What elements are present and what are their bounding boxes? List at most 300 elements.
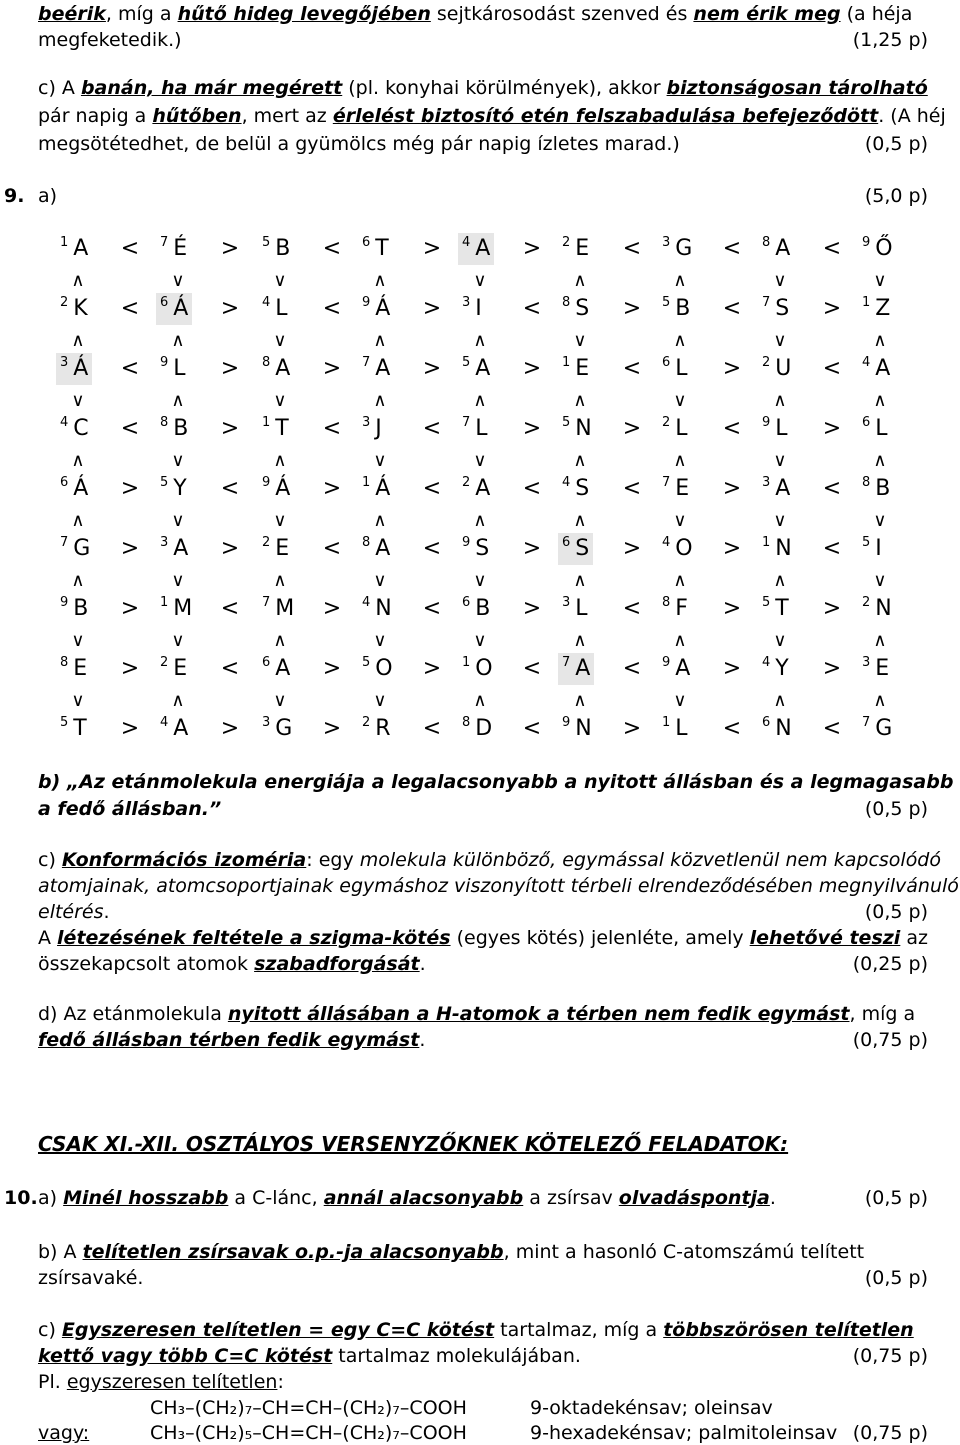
- cell-index: 3: [762, 475, 771, 490]
- comparison-sign: >: [120, 596, 140, 621]
- text-run: b) A: [38, 1241, 83, 1263]
- cell-index: 4: [762, 655, 771, 670]
- grid-cell: [262, 533, 289, 565]
- comparison-sign: >: [322, 356, 342, 381]
- cell-index: 8: [462, 715, 471, 730]
- comparison-sign: <: [522, 296, 542, 321]
- grid-cell: [458, 233, 494, 265]
- down-arrow-icon: ∨: [171, 270, 185, 291]
- up-arrow-icon: ∧: [673, 330, 687, 351]
- grid-cell: [160, 473, 187, 505]
- comparison-sign: >: [422, 236, 442, 261]
- text-run: , míg a: [105, 3, 178, 25]
- cell-index: 7: [762, 295, 771, 310]
- comparison-sign: >: [822, 416, 842, 441]
- text-run: .: [769, 1187, 776, 1209]
- up-arrow-icon: ∧: [773, 690, 787, 711]
- cell-index: 1: [462, 655, 471, 670]
- text-run: telítetlen zsírsavak o.p.-ja alacsonyabb: [82, 1241, 504, 1263]
- cell-index: 2: [462, 475, 471, 490]
- grid-cell: [862, 293, 890, 325]
- grid-cell: [160, 713, 188, 745]
- cell-letter: O: [475, 656, 493, 681]
- cell-index: 3: [262, 715, 271, 730]
- grid-cell: [160, 653, 187, 685]
- cell-index: 6: [562, 535, 571, 550]
- cell-letter: É: [173, 236, 188, 261]
- up-arrow-icon: ∧: [873, 450, 887, 471]
- grid-cell: [362, 713, 391, 745]
- cell-letter: C: [73, 416, 89, 441]
- grid-cell: [160, 353, 186, 385]
- grid-cell: [462, 533, 489, 565]
- cell-index: 1: [362, 475, 371, 490]
- text-run: banán, ha már megérett: [80, 77, 343, 99]
- grid-cell: [60, 533, 90, 565]
- cell-index: 5: [160, 475, 169, 490]
- comparison-sign: <: [120, 296, 140, 321]
- grid-cell: [862, 233, 893, 265]
- comparison-sign: <: [722, 236, 742, 261]
- grid-cell: [462, 713, 492, 745]
- q9-label: a): [38, 185, 58, 207]
- down-arrow-icon: ∨: [171, 510, 185, 531]
- comparison-sign: >: [722, 356, 742, 381]
- cell-index: 1: [662, 715, 671, 730]
- d-score: (0,75 p): [852, 1029, 928, 1051]
- down-arrow-icon: ∨: [873, 270, 887, 291]
- up-arrow-icon: ∧: [873, 690, 887, 711]
- up-arrow-icon: ∧: [171, 390, 185, 411]
- comparison-sign: <: [822, 356, 842, 381]
- text-run: molekula különböző, egymással közvetlenül nem kapcsolódó: [359, 849, 941, 871]
- cell-letter: A: [275, 356, 291, 381]
- up-arrow-icon: ∧: [171, 690, 185, 711]
- comparison-sign: >: [220, 416, 240, 441]
- c-def-score: (0,5 p): [864, 901, 928, 923]
- cell-letter: S: [575, 476, 590, 501]
- cell-index: 2: [762, 355, 771, 370]
- grid-cell: [160, 233, 187, 265]
- comparison-sign: >: [422, 356, 442, 381]
- comparison-sign: >: [622, 296, 642, 321]
- comparison-sign: >: [722, 536, 742, 561]
- comparison-sign: <: [322, 236, 342, 261]
- cell-letter: A: [173, 536, 189, 561]
- down-arrow-icon: ∨: [273, 690, 287, 711]
- c-def-line-5: [38, 952, 426, 976]
- up-arrow-icon: ∧: [673, 630, 687, 651]
- down-arrow-icon: ∨: [373, 630, 387, 651]
- text-run: , míg a: [849, 1003, 916, 1025]
- cell-index: 3: [462, 295, 471, 310]
- comparison-sign: <: [422, 596, 442, 621]
- text-run: hűtőben: [152, 105, 242, 127]
- cell-letter: I: [475, 296, 482, 321]
- cell-letter: L: [875, 416, 888, 441]
- comparison-sign: >: [422, 656, 442, 681]
- grid-cell: [462, 353, 490, 385]
- down-arrow-icon: ∨: [473, 630, 487, 651]
- text-run: (egyes kötés) jelenléte, amely: [450, 927, 750, 949]
- grid-cell: [762, 473, 790, 505]
- cell-index: 1: [60, 235, 69, 250]
- cell-index: 5: [362, 655, 371, 670]
- cell-index: 2: [662, 415, 671, 430]
- grid-cell: [362, 533, 390, 565]
- grid-cell: [762, 233, 790, 265]
- comparison-sign: <: [422, 416, 442, 441]
- up-arrow-icon: ∧: [71, 450, 85, 471]
- up-arrow-icon: ∧: [673, 450, 687, 471]
- cell-letter: Á: [73, 356, 89, 381]
- down-arrow-icon: ∨: [673, 510, 687, 531]
- comparison-sign: <: [322, 296, 342, 321]
- c-def-line-2: atomjainak, atomcsoportjainak egymáshoz viszonyított térbeli elrendeződésében megnyilvánuló: [38, 875, 959, 897]
- cell-index: 8: [662, 595, 671, 610]
- text-run: a): [38, 1187, 64, 1209]
- down-arrow-icon: ∨: [171, 450, 185, 471]
- cell-index: 3: [662, 235, 671, 250]
- alternative-label: vagy:: [38, 1422, 90, 1444]
- grid-cell: [60, 713, 87, 745]
- cell-index: 9: [762, 415, 771, 430]
- up-arrow-icon: ∧: [573, 270, 587, 291]
- comparison-sign: >: [522, 536, 542, 561]
- grid-cell: [762, 593, 789, 625]
- grid-cell: [160, 413, 188, 445]
- comparison-sign: <: [622, 356, 642, 381]
- grid-cell: [562, 413, 592, 445]
- comparison-sign: >: [722, 656, 742, 681]
- cell-index: 6: [762, 715, 771, 730]
- up-arrow-icon: ∧: [473, 390, 487, 411]
- cell-letter: Á: [375, 296, 391, 321]
- b-answer-line-2: a fedő állásban.”: [38, 798, 222, 820]
- cell-letter: Y: [173, 476, 187, 501]
- grid-cell: [462, 653, 493, 685]
- cell-index: 4: [462, 235, 471, 250]
- comparison-sign: >: [722, 596, 742, 621]
- grid-cell: [362, 293, 390, 325]
- formula-palmitoleic-score: (0,75 p): [852, 1422, 928, 1444]
- intro-score: (1,25 p): [852, 29, 928, 51]
- cell-index: 5: [762, 595, 771, 610]
- cell-letter: E: [575, 236, 590, 261]
- cell-index: 4: [160, 715, 169, 730]
- down-arrow-icon: ∨: [473, 450, 487, 471]
- cell-index: 7: [662, 475, 671, 490]
- cell-letter: U: [775, 356, 792, 381]
- text-run: Konformációs izoméria: [61, 849, 307, 871]
- cell-index: 3: [362, 415, 371, 430]
- comparison-sign: >: [220, 356, 240, 381]
- grid-cell: [762, 653, 789, 685]
- cell-index: 7: [60, 535, 69, 550]
- text-run: : egy: [306, 849, 360, 871]
- grid-cell: [362, 353, 390, 385]
- cell-index: 1: [262, 415, 271, 430]
- up-arrow-icon: ∧: [673, 570, 687, 591]
- up-arrow-icon: ∧: [573, 390, 587, 411]
- c-def-score-2: (0,25 p): [852, 953, 928, 975]
- cell-letter: A: [375, 536, 391, 561]
- cell-index: 7: [362, 355, 371, 370]
- up-arrow-icon: ∧: [71, 330, 85, 351]
- cell-index: 4: [862, 355, 871, 370]
- cell-index: 6: [462, 595, 471, 610]
- up-arrow-icon: ∧: [673, 270, 687, 291]
- up-arrow-icon: ∧: [273, 630, 287, 651]
- up-arrow-icon: ∧: [873, 630, 887, 651]
- cell-index: 8: [262, 355, 271, 370]
- grid-cell: [60, 593, 88, 625]
- comparison-sign: <: [120, 236, 140, 261]
- cell-letter: T: [775, 596, 789, 621]
- cell-index: 3: [160, 535, 169, 550]
- text-run: a C-lánc,: [228, 1187, 324, 1209]
- up-arrow-icon: ∧: [373, 390, 387, 411]
- up-arrow-icon: ∧: [873, 330, 887, 351]
- down-arrow-icon: ∨: [773, 450, 787, 471]
- down-arrow-icon: ∨: [273, 330, 287, 351]
- example-label: Pl. egyszeresen telítetlen:: [38, 1371, 284, 1393]
- up-arrow-icon: ∧: [473, 330, 487, 351]
- cell-index: 4: [60, 415, 69, 430]
- grid-cell: [562, 353, 589, 385]
- grid-cell: [662, 533, 693, 565]
- comparison-sign: >: [822, 656, 842, 681]
- up-arrow-icon: ∧: [473, 690, 487, 711]
- cell-index: 7: [562, 655, 571, 670]
- text-run: (pl. konyhai körülmények), akkor: [342, 77, 667, 99]
- grid-cell: [362, 653, 393, 685]
- cell-index: 8: [562, 295, 571, 310]
- cell-letter: B: [475, 596, 491, 621]
- d-line-2: [38, 1028, 425, 1052]
- cell-letter: N: [875, 596, 892, 621]
- up-arrow-icon: ∧: [71, 570, 85, 591]
- cell-letter: L: [575, 596, 588, 621]
- down-arrow-icon: ∨: [373, 690, 387, 711]
- comparison-sign: >: [822, 596, 842, 621]
- cell-index: 6: [262, 655, 271, 670]
- cell-index: 1: [562, 355, 571, 370]
- formula-oleic: CH₃–(CH₂)₇–CH=CH–(CH₂)₇–COOH: [150, 1397, 467, 1419]
- cell-index: 2: [562, 235, 571, 250]
- cell-index: 5: [462, 355, 471, 370]
- cell-index: 9: [662, 655, 671, 670]
- comparison-sign: <: [422, 536, 442, 561]
- cell-letter: E: [575, 356, 590, 381]
- up-arrow-icon: ∧: [573, 450, 587, 471]
- comparison-sign: <: [422, 476, 442, 501]
- cell-letter: Y: [775, 656, 789, 681]
- up-arrow-icon: ∧: [773, 570, 787, 591]
- grid-cell: [662, 593, 688, 625]
- comparison-sign: >: [220, 536, 240, 561]
- cell-index: 8: [60, 655, 69, 670]
- comparison-sign: >: [322, 656, 342, 681]
- grid-cell: [462, 593, 490, 625]
- down-arrow-icon: ∨: [273, 390, 287, 411]
- grid-cell: [662, 353, 688, 385]
- comparison-sign: <: [822, 536, 842, 561]
- down-arrow-icon: ∨: [573, 330, 587, 351]
- text-run: d) Az etánmolekula: [38, 1003, 228, 1025]
- text-run: a zsírsav: [523, 1187, 619, 1209]
- cell-letter: O: [375, 656, 393, 681]
- text-run: , mert az: [241, 105, 333, 127]
- cell-letter: B: [675, 296, 691, 321]
- comparison-sign: <: [622, 596, 642, 621]
- cell-letter: A: [475, 356, 491, 381]
- cell-letter: B: [275, 236, 291, 261]
- cell-letter: B: [173, 416, 189, 441]
- grid-cell: [262, 233, 290, 265]
- up-arrow-icon: ∧: [573, 630, 587, 651]
- cell-letter: N: [375, 596, 392, 621]
- cell-letter: B: [875, 476, 891, 501]
- text-run: fedő állásban térben fedik egymást: [38, 1029, 420, 1051]
- text-run: kettő vagy több C=C kötést: [38, 1345, 333, 1367]
- grid-cell: [562, 233, 589, 265]
- q10-number: 10.: [4, 1187, 38, 1209]
- cell-letter: N: [775, 536, 792, 561]
- grid-cell: [762, 293, 789, 325]
- grid-cell: [60, 293, 88, 325]
- grid-cell: [262, 293, 288, 325]
- comparison-sign: >: [422, 296, 442, 321]
- cell-letter: A: [173, 716, 189, 741]
- cell-index: 7: [160, 235, 169, 250]
- grid-cell: [562, 713, 592, 745]
- comparison-sign: >: [722, 476, 742, 501]
- cell-letter: E: [675, 476, 690, 501]
- comparison-sign: >: [822, 296, 842, 321]
- grid-cell: [362, 473, 390, 505]
- cell-index: 1: [862, 295, 871, 310]
- comparison-sign: <: [622, 656, 642, 681]
- down-arrow-icon: ∨: [473, 570, 487, 591]
- up-arrow-icon: ∧: [373, 510, 387, 531]
- down-arrow-icon: ∨: [273, 270, 287, 291]
- up-arrow-icon: ∧: [573, 510, 587, 531]
- formula-palmitoleic: CH₃–(CH₂)₅–CH=CH–(CH₂)₇–COOH: [150, 1422, 467, 1444]
- down-arrow-icon: ∨: [673, 690, 687, 711]
- cell-letter: N: [575, 416, 592, 441]
- cell-index: 6: [662, 355, 671, 370]
- cell-letter: L: [475, 416, 488, 441]
- c-line-3: megsötétedhet, de belül a gyümölcs még pár napig ízletes marad.): [38, 133, 680, 155]
- comparison-sign: <: [322, 536, 342, 561]
- cell-letter: A: [475, 476, 491, 501]
- comparison-sign: >: [120, 656, 140, 681]
- cell-letter: S: [575, 296, 590, 321]
- grid-cell: [262, 653, 290, 685]
- cell-letter: K: [73, 296, 88, 321]
- q10-a: [38, 1186, 776, 1210]
- q10-b-line-1: [38, 1240, 864, 1264]
- c-def-line-1: [38, 848, 941, 872]
- grid-cell: [56, 353, 92, 385]
- text-run: hűtő hideg levegőjében: [177, 3, 431, 25]
- grid-cell: [862, 353, 890, 385]
- grid-cell: [558, 533, 593, 565]
- comparison-sign: <: [322, 416, 342, 441]
- cell-letter: M: [275, 596, 295, 621]
- cell-index: 1: [762, 535, 771, 550]
- grid-cell: [558, 653, 594, 685]
- grid-cell: [262, 353, 290, 385]
- cell-index: 2: [862, 595, 871, 610]
- text-run: érlelést biztosító etén felszabadulása befejeződött: [332, 105, 879, 127]
- cell-index: 7: [862, 715, 871, 730]
- cell-letter: S: [775, 296, 790, 321]
- grid-cell: [160, 533, 188, 565]
- comparison-sign: <: [822, 716, 842, 741]
- comparison-sign: >: [522, 596, 542, 621]
- cell-letter: Á: [73, 476, 89, 501]
- down-arrow-icon: ∨: [873, 570, 887, 591]
- cell-index: 8: [160, 415, 169, 430]
- comparison-sign: <: [822, 236, 842, 261]
- cell-letter: T: [73, 716, 87, 741]
- cell-index: 7: [462, 415, 471, 430]
- formula-oleic-name: 9-oktadekénsav; oleinsav: [530, 1397, 773, 1419]
- grid-cell: [60, 413, 89, 445]
- cell-letter: E: [73, 656, 88, 681]
- cell-letter: G: [675, 236, 693, 261]
- cell-index: 4: [262, 295, 271, 310]
- cell-index: 5: [60, 715, 69, 730]
- cell-letter: E: [875, 656, 890, 681]
- cell-letter: G: [275, 716, 293, 741]
- grid-cell: [160, 593, 192, 625]
- text-run: . (A héj: [878, 105, 946, 127]
- grid-cell: [662, 653, 690, 685]
- cell-index: 3: [862, 655, 871, 670]
- up-arrow-icon: ∧: [373, 330, 387, 351]
- text-run: tartalmaz, míg a: [494, 1319, 664, 1341]
- down-arrow-icon: ∨: [473, 270, 487, 291]
- b-score: (0,5 p): [864, 798, 928, 820]
- down-arrow-icon: ∨: [71, 390, 85, 411]
- comparison-sign: >: [322, 716, 342, 741]
- cell-letter: A: [575, 656, 591, 681]
- grid-cell: [462, 293, 482, 325]
- cell-letter: O: [675, 536, 693, 561]
- cell-index: 3: [562, 595, 571, 610]
- grid-cell: [262, 473, 290, 505]
- cell-letter: A: [475, 236, 491, 261]
- cell-index: 6: [60, 475, 69, 490]
- comparison-sign: >: [120, 536, 140, 561]
- cell-index: 5: [562, 415, 571, 430]
- up-arrow-icon: ∧: [773, 390, 787, 411]
- grid-cell: [662, 473, 689, 505]
- q9-score: (5,0 p): [864, 185, 928, 207]
- comparison-sign: >: [622, 416, 642, 441]
- cell-letter: J: [375, 416, 382, 441]
- cell-index: 2: [160, 655, 169, 670]
- comparison-sign: >: [322, 596, 342, 621]
- text-run: tartalmaz molekulájában.: [332, 1345, 581, 1367]
- grid-cell: [862, 713, 892, 745]
- up-arrow-icon: ∧: [473, 510, 487, 531]
- cell-letter: Á: [275, 476, 291, 501]
- grid-cell: [462, 413, 488, 445]
